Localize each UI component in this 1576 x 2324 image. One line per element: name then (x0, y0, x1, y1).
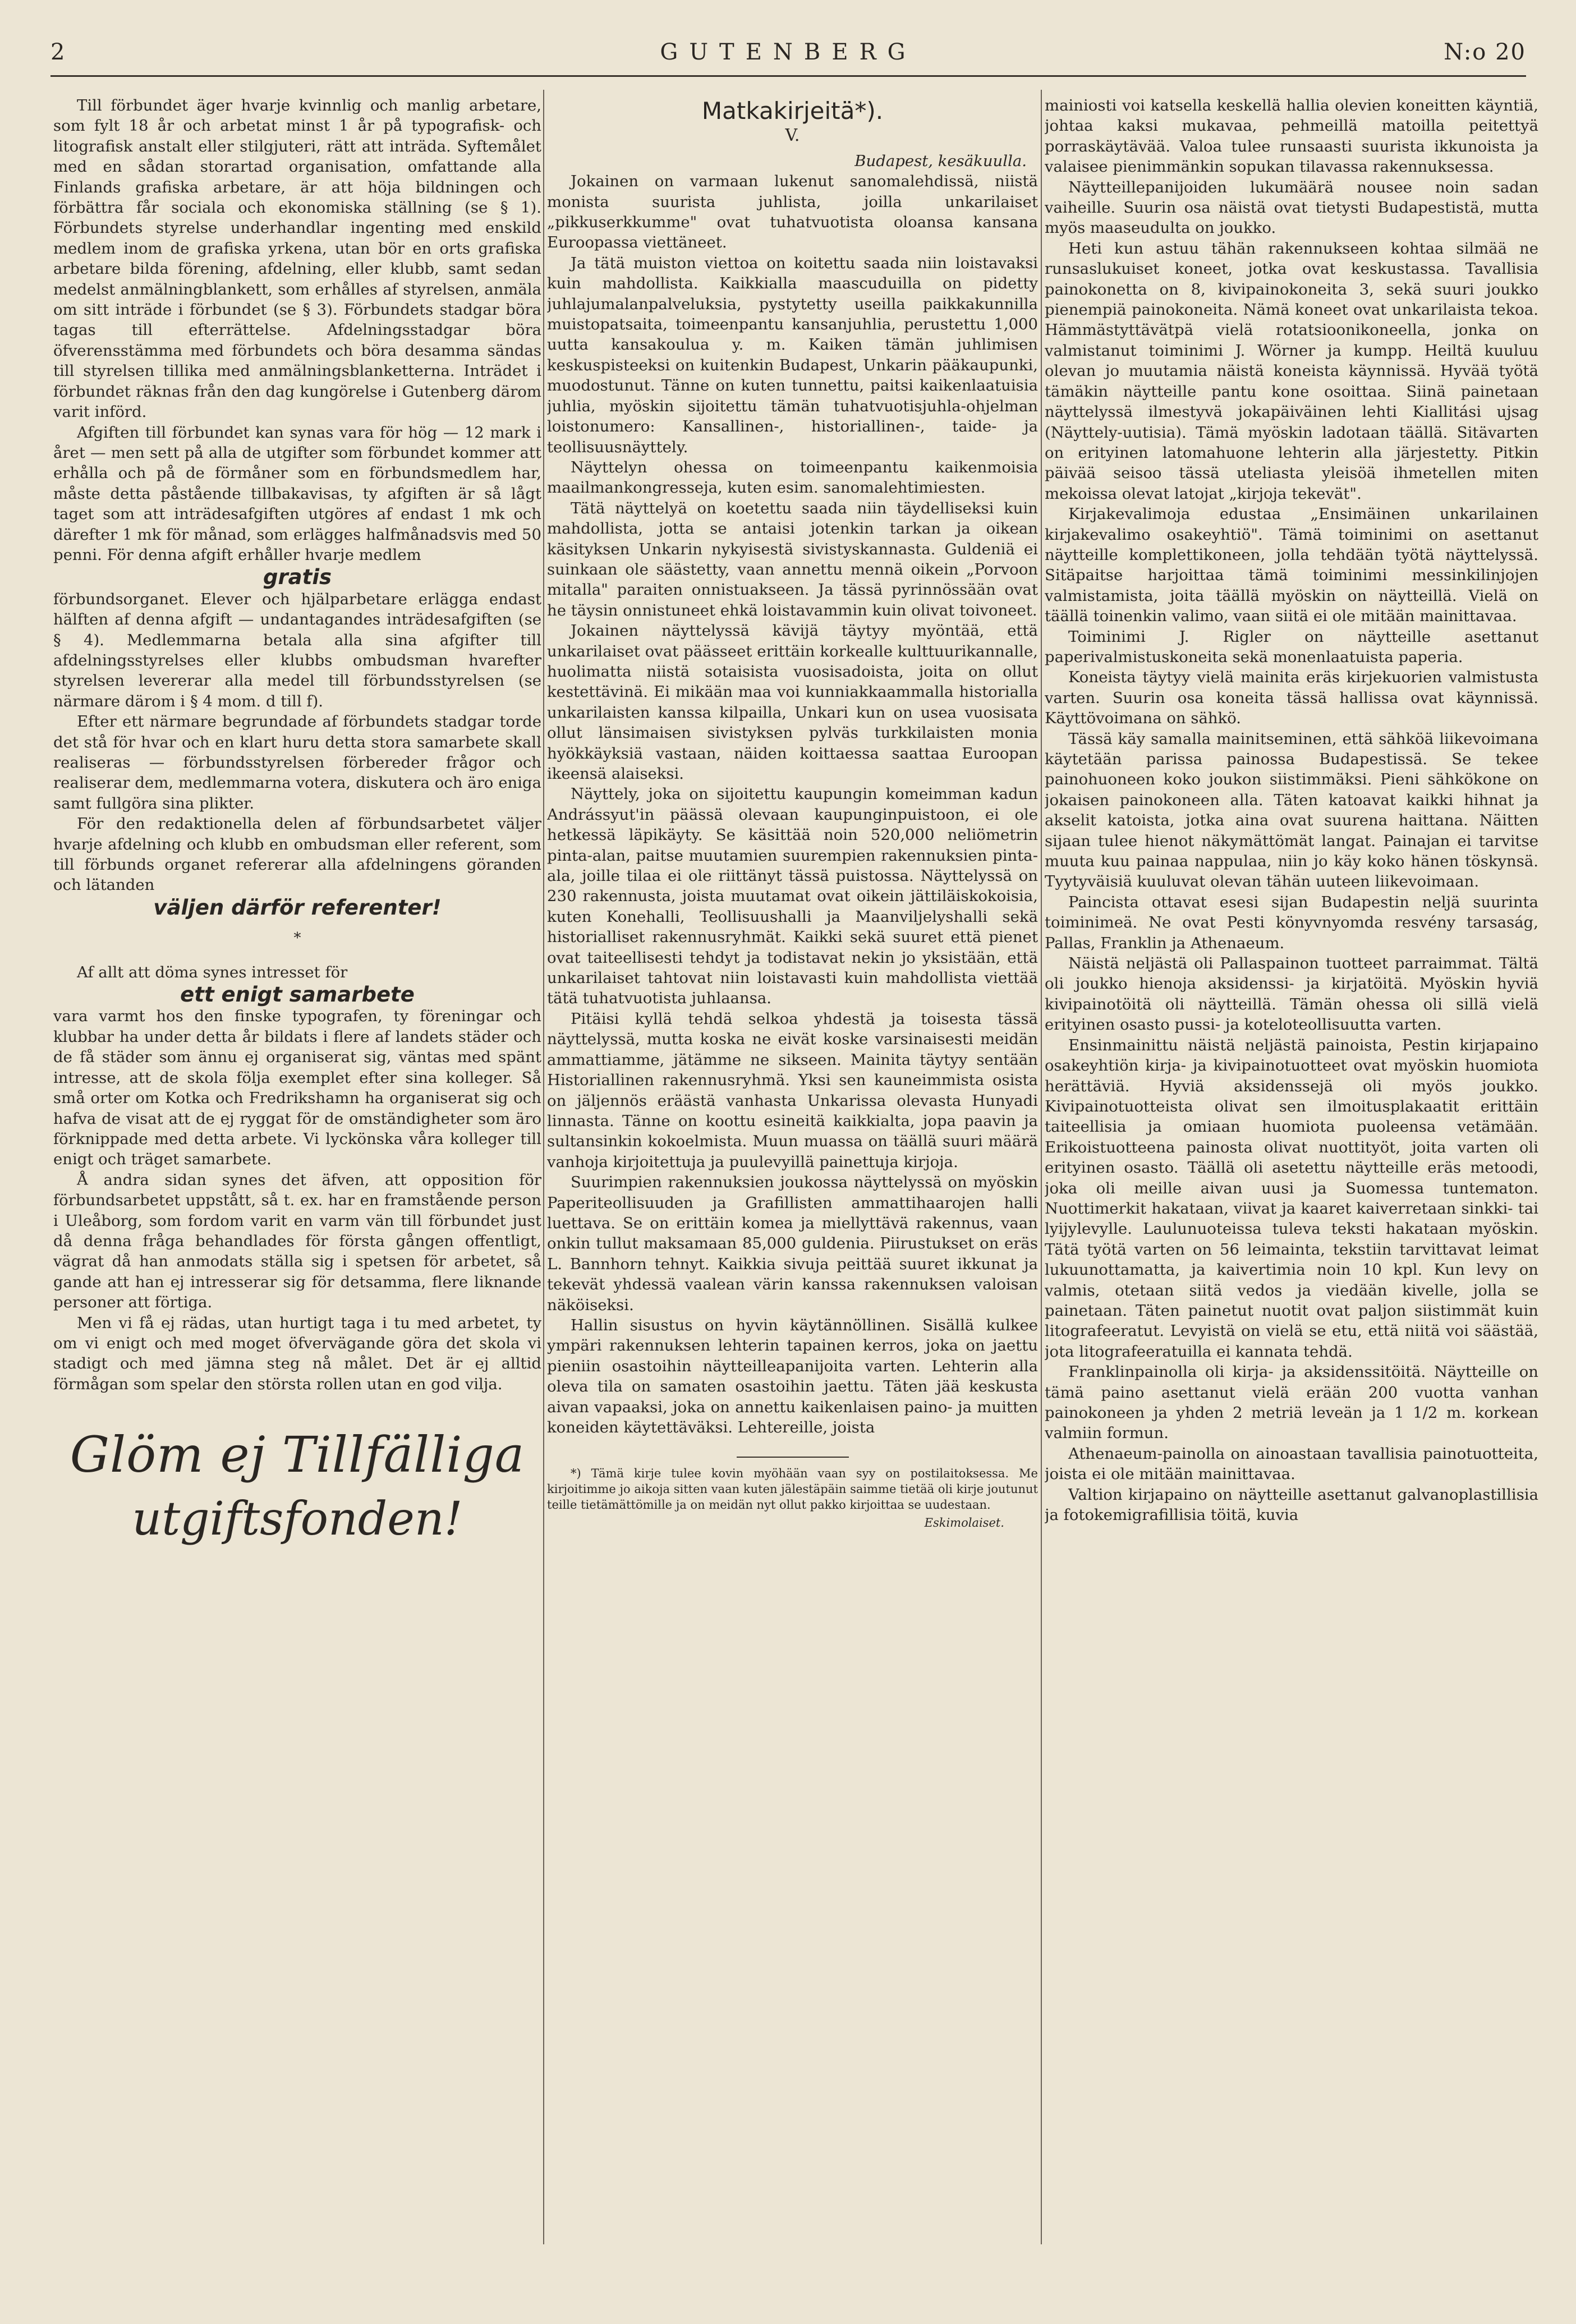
paragraph: Franklinpainolla oli kirja- ja aksidenssitöitä. Näytteille on tämä paino asettanut vielä erään 200 vuotta vanhan painokoneen ja yhden 2 metriä leveän ja 1 1/2 m. korkean valmiin formun. (1045, 1363, 1538, 1443)
masthead: GUTENBERG (660, 39, 917, 65)
paragraph: Men vi få ej rädas, utan hurtigt taga i tu med arbetet, ty om vi enigt och med moget öfvervägande göra det skola vi stadigt och med jämna steg nå målet. Det är ej alltid förmågan som spelar den största rollen utan en god vilja. (53, 1313, 541, 1393)
header-rule (50, 75, 1526, 77)
paragraph: vara varmt hos den finske typografen, ty föreningar och klubbar ha under detta år bildats i flere af landets städer och de få städer som ännu ej organiserat sig, väntas med spänt intresse, att de skola följa exemplet efter sina kolleger. Så små orter om Kotka och Fredrikshamn ha organiserat sig och hafva de visat att de ej ryggat för de omständigheter som äro förknippade med detta arbete. Vi lyckönska våra kolleger till enigt och träget samarbete. (53, 1007, 541, 1169)
page-header (50, 39, 1526, 73)
paragraph: Näytteillepanijoiden lukumäärä nousee noin sadan vaiheille. Suurin osa näistä ovat tietysti Budapestistä, mutta myös maaseudulta on joukko. (1045, 178, 1538, 237)
paragraph: Ja tätä muiston viettoa on koitettu saada niin loistavaksi kuin mahdollista. Kaikkialla maascuduilla on pidetty juhlajumalanpalveluksia, pystytetty useilla paikkakunnilla muistopatsaita, toimeenpantu kansanjuhlia, perustettu 1,000 uutta kansakoulua y. m. Kaiken tämän juhlimisen keskuspisteeksi on kuitenkin Budapest, Unkarin pääkaupunki, muodostunut. Tänne on kuten tunnettu, paitsi kaikenlaatuisia juhlia, myöskin sijoitettu tämän tuhatvuotisjuhla-ohjelman loistonumero: Kansallinen-, historiallinen-, taide- ja teollisuusnäyttely. (547, 254, 1038, 456)
column-swedish-article (53, 95, 541, 2317)
footnote: *) Tämä kirje tulee kovin myöhään vaan syy on postilaitoksessa. Me kirjoitimme jo aikoja sitten vaan kuten jälestäpäin saimme tietää oli kirje joutunut teille tietämättömille ja on meidän nyt ollut pakko kirjoittaa se uudestaan. (547, 1467, 1038, 1512)
paragraph: Pitäisi kyllä tehdä selkoa yhdestä ja toisesta tässä näyttelyssä, mutta koska ne eivät koske varsinaisesti meidän ammattiamme, jätämme ne sikseen. Mainita täytyy sentään Historiallinen rakennusryhmä. Yksi sen kauneimmista osista on jäljennös eräästä vanhasta Unkarissa olevasta Hunyadi linnasta. Tänne on koottu esineitä kaikkialta, jopa paavin ja sultansinkin kokoelmista. Muun muassa on täällä suuri määrä vanhoja kirjoitettuja ja puulevyillä painettuja kirjoja. (547, 1009, 1038, 1171)
paragraph: Till förbundet äger hvarje kvinnlig och manlig arbetare, som fylt 18 år och arbetat minst 1 år på typografisk- och litografisk anstalt eller stilgjuteri, rätt att inträda. Syftemålet med en sådan storartad organisation, omfattande alla Finlands grafiska arbetare, är att höja bildningen och förbättra får sociala och ekonomiska ställning (se § 1). Förbundets styrelse underhandlar ingenting med enskild medlem inom de grafiska yrkena, utan bör en orts grafiska arbetare bilda förening, afdelning, eller klubb, samt sedan medelst anmälningblankett, som erhålles af styrelsen, anmäla om sitt inträde i förbundet (se § 3). Förbundets stadgar böra tagas till efterrättelse. Afdelningsstadgar böra öfverensstämma med förbundets och böra desamma sändas till styrelsen tillika med anmälningsblanketterna. Inträdet i förbundet räknas från den dag kungörelse i Gutenberg därom varit införd. (53, 97, 541, 421)
paragraph: Suurimpien rakennuksien joukossa näyttelyssä on myöskin Paperiteollisuuden ja Grafillisten ammattihaarojen halli luettava. Se on erittäin komea ja miellyttävä rakennus, vaan onkin tullut maksamaan 85,000 guldenia. Piirustukset on eräs L. Bannhorn tehnyt. Kaikkia sivuja peittää suuret ikkunat ja tekevät yhdessä vaalean värin kanssa rakennuksen valoisan näköiseksi. (547, 1173, 1038, 1314)
paragraph: Å andra sidan synes det äfven, att opposition för förbundsarbetet uppstått, så t. ex. har en framstående person i Uleåborg, som fordom varit en varm vän till förbundet just då denna fråga behandlades för första gången offentligt, vägrat då han anmodats ställa sig i spetsen för arbetet, så gande att han ej intresserar sig för detsamma, flere liknande personer att förtiga. (53, 1170, 541, 1312)
footnote-signature: Eskimolaiset. (924, 1516, 1004, 1530)
paragraph: Jokainen on varmaan lukenut sanomalehdissä, niistä monista suurista juhlista, joilla unkarilaiset „pikkuserkkumme" ovat tuhatvuotista oloansa kansana Euroopassa viettäneet. (547, 172, 1038, 252)
paragraph: Toiminimi J. Rigler on näytteille asettanut paperivalmistuskoneita sekä monenlaatuista paperia. (1045, 627, 1538, 666)
section-separator: * (293, 930, 301, 947)
paragraph: Koneista täytyy vielä mainita eräs kirjekuorien valmistusta varten. Suurin osa koneita tässä hallissa ovat käynnissä. Käyttövoimana on sähkö. (1045, 668, 1538, 728)
paragraph: Näyttelyn ohessa on toimeenpantu kaikenmoisia maailmankongresseja, kuten esim. sanomalehtimiesten. (547, 458, 1038, 497)
paragraph: Jokainen näyttelyssä kävijä täytyy myöntää, että unkarilaiset ovat päässeet erittäin korkealle kulttuurikannalle, huolimatta niistä sotaisista vuosisadoista, joita on ollut kestettävinä. Ei mikään maa voi kunniakkaammalla historialla unkarilaisten kanssa kilpailla, Unkari kun on usea vuosisata ollut länsimaisen sivistyksen pylväs turkkilaisten monia hyökkäyksiä vastaan, näiden koittaessa saattaa Euroopan ikeensä alaiseksi. (547, 622, 1038, 783)
dateline: Budapest, kesäkuulla. (854, 151, 1027, 170)
page-number: 2 (50, 39, 66, 65)
article-number: V. (785, 126, 800, 146)
emphasis-heading: gratis (263, 565, 332, 590)
emphasis-heading: väljen därför referenter! (153, 895, 442, 920)
paragraph: Af allt att döma synes intresset för (77, 963, 348, 981)
paragraph: Paincista ottavat esesi sijan Budapestin neljä suurinta toiminimeä. Ne ovat Pesti könyvnyomda resvény tarsaság, Pallas, Franklin ja Athenaeum. (1045, 893, 1538, 952)
column-travel-letter-continued (1045, 95, 1538, 2317)
paragraph: Athenaeum-painolla on ainoastaan tavallisia painotuotteita, joista ei ole mitään mainittavaa. (1045, 1444, 1538, 1483)
column-divider (543, 90, 544, 2244)
paragraph: Näistä neljästä oli Pallaspainon tuotteet parraimmat. Tältä oli joukko hienoja aksidenssi- ja kirjatöitä. Myöskin hyviä kivipainotöitä oli näytteillä. Tämän ohessa oli sillä vielä erityinen osasto pussi- ja koteloteollisuutta varten. (1045, 954, 1538, 1034)
paragraph: Heti kun astuu tähän rakennukseen kohtaa silmää ne runsaslukuiset koneet, jotka ovat keskustassa. Tavallisia painokonetta on 8, kivipainokoneita 3, sekä suuri joukko pienempiä painokoneita. Nämä koneet ovat unkarilaista tekoa. Hämmästyttävätpä vielä rotatsioonikoneella, jonka on valmistanut toiminimi J. Wörner ja kumpp. Heiltä kuuluu olevan jo muutamia näistä koneista käynnissä. Hyvää työtä tämäkin näytteille pantu kone osoittaa. Siinä painetaan näyttelyssä ilmestyvä jokapäiväinen lehti Kiallitási ujsag (Näyttely-uutisia). Tämä myöskin ladotaan täällä. Sitävarten on erityinen latomahuone lehterin alla järjestetty. Pitkin päivää seisoo tässä uteliasta yleisöä ihmetellen miten mekoissa olevat latojat „kirjoja tekevät". (1045, 239, 1538, 503)
script-slogan: Glöm ej Tillfälliga (70, 1426, 525, 1484)
paragraph: Valtion kirjapaino on näytteille asettanut galvanoplastillisia ja fotokemigrafillisia töitä, kuvia (1045, 1485, 1538, 1524)
paragraph: Hallin sisustus on hyvin käytännöllinen. Sisällä kulkee ympäri rakennuksen lehterin tapainen kerros, joka on jaettu pieniin osastoihin näytteilleapanijoita varten. Lehterin alla oleva tila on samaten osastoihin jaettu. Täten jää keskusta aivan vapaaksi, joka on annettu kaikenlaisen paino- ja muitten koneiden käytettäväksi. Lehtereille, joista (547, 1316, 1038, 1436)
paragraph: Näyttely, joka on sijoitettu kaupungin komeimman kadun Andrássyut'in päässä olevaan kaupunginpuistoon, ei ole hetkessä läpikäyty. Se käsittää noin 520,000 neliömetrin pinta-alan, paitse muutamien suurempien rakennuksien pinta-ala, joille tilaa ei ole riittänyt tässä puistossa. Näyttelyssä on 230 rakennusta, joista muutamat ovat oikein jättiläiskokoisia, kuten Konehalli, Teollisuushalli ja Maanviljelyshalli sekä historialliset rakennusryhmät. Kaikki sekä suuret että pienet ovat taiteellisesti tehdyt ja todistavat nekin jo yksistään, että unkarilaiset tahtovat niin loistavasti kuin mahdollista viettää tätä tuhatvuotista juhlaansa. (547, 785, 1038, 1008)
article-title: Matkakirjeitä*). (701, 97, 884, 125)
column-divider (1041, 90, 1042, 2244)
paragraph: Kirjakevalimoja edustaa „Ensimäinen unkarilainen kirjakevalimo osakeyhtiö". Tämä toiminimi on asettanut näytteille komplettikoneen, jolla tehdään työtä näyttelyssä. Sitäpaitse harjoittaa tämä toiminimi messinkilinjojen valmistamista, joita täällä myöskin on näytteillä. Vielä on täällä toinenkin valimo, vaan siitä ei ole mitään mainittavaa. (1045, 505, 1538, 626)
column-travel-letter (547, 95, 1038, 2317)
script-slogan: utgiftsfonden! (132, 1492, 463, 1546)
issue-number: N:o 20 (1444, 39, 1526, 65)
paragraph: Efter ett närmare begrundade af förbundets stadgar torde det stå för hvar och en klart huru detta stora samarbete skall realiseras — förbundsstyrelsen förbereder frågor och realiserar dem, medlemmarna votera, diskutera och äro eniga samt fullgöra sina plikter. (53, 713, 541, 812)
paragraph: Afgiften till förbundet kan synas vara för hög — 12 mark i året — men sett på alla de utgifter som förbundet kommer att erhålla och på de förmåner som en förbundsmedlem har, måste detta påstående tillbakavisas, ty afgiften är så lågt taget som att inträdesafgiften utgöres af endast 1 mk och därefter 1 mk för månad, som erlägges halfmånadsvis med 50 penni. För denna afgift erhåller hvarje medlem (53, 423, 541, 564)
emphasis-heading: ett enigt samarbete (180, 982, 415, 1007)
paragraph: Tässä käy samalla mainitseminen, että sähköä liikevoimana käytetään parissa painossa Budapestissä. Se tekee painohuoneen koko joukon siistimmäksi. Pieni sähkökone on jokaisen painokoneen alla. Täten katoavat kaikki hihnat ja akselit katoista, jotka aina ovat suurena haittana. Näitten sijaan tulee hienot näkymättömät langat. Painajan ei tarvitse muuta kuu painaa nappulaa, niin jo käy koko hänen töskynsä. Tyytyväisiä kuuluvat olevan tähän uuteen liikevoimaan. (1045, 729, 1538, 891)
paragraph: mainiosti voi katsella keskellä hallia olevien koneitten käyntiä, johtaa kaksi mukavaa, pehmeillä matoilla peitettyä porraskäytävää. Valoa tulee runsaasti suurista ikkunoista ja valaisee pienimmänkin sopukan tilavassa rakennuksessa. (1045, 97, 1538, 176)
paragraph: För den redaktionella delen af förbundsarbetet väljer hvarje afdelning och klubb en ombudsman eller referent, som till förbunds organet refererar alla afdelningens göranden och lätanden (53, 815, 541, 894)
paragraph: Tätä näyttelyä on koetettu saada niin täydelliseksi kuin mahdollista, jotta se antaisi jotenkin tarkan ja oikean käsityksen Unkarin nykyisestä sivistyskannasta. Guldeniä ei suinkaan ole säästetty, vaan annettu mennä oikein „Porvoon mitalla" paraiten onnistuakseen. Ja tässä pyrinnössään ovat he täysin onnistuneet ehkä loistavammin kuin olivat toivoneet. (547, 499, 1038, 619)
footnote-rule (737, 1457, 849, 1458)
paragraph: Ensinmainittu näistä neljästä painoista, Pestin kirjapaino osakeyhtiön kirja- ja kivipainotuotteet ovat myöskin huomiota herättäviä. Hyviä aksidenssejä oli myös joukko. Kivipainotuotteista olivat sen ilmoitusplakaatit erittäin taiteellisia ja omiaan huomiota puoleensa vetämään. Erikoistuotteena painosta olivat nuottityöt, joita varten oli erityinen osasto. Täällä oli asetettu näytteille eräs metoodi, joka oli meille aivan uusi ja Suomessa tuntematon. Nuottimerkit hakataan, viivat ja kaaret kaiverretaan sinkki- tai lyijylevylle. Laulunuoteissa tuleva teksti hakataan myöskin. Tätä työtä varten on 56 leimainta, tekstiin tarvittavat leimat lukuunottamatta, ja kaivertimia noin 10 kpl. Kun levy on valmis, otetaan siitä vedos ja viedään kivelle, jolla se painetaan. Täten painetut nuotit ovat paljon siistimmät kuin litografeeratut. Levyistä on vielä se etu, että niitä voi säästää, jota litografeeratuilla ei kannata tehdä. (1045, 1036, 1538, 1361)
paragraph: förbundsorganet. Elever och hjälparbetare erlägga endast hälften af denna afgift — undantagandes inträdesafgiften (se § 4). Medlemmarna betala alla sina afgifter till afdelningsstyrelses eller klubbs ombudsman hvarefter styrelsen levererar alla medel till förbundsstyrelsen (se närmare därom i § 4 mom. d till f). (53, 590, 541, 710)
